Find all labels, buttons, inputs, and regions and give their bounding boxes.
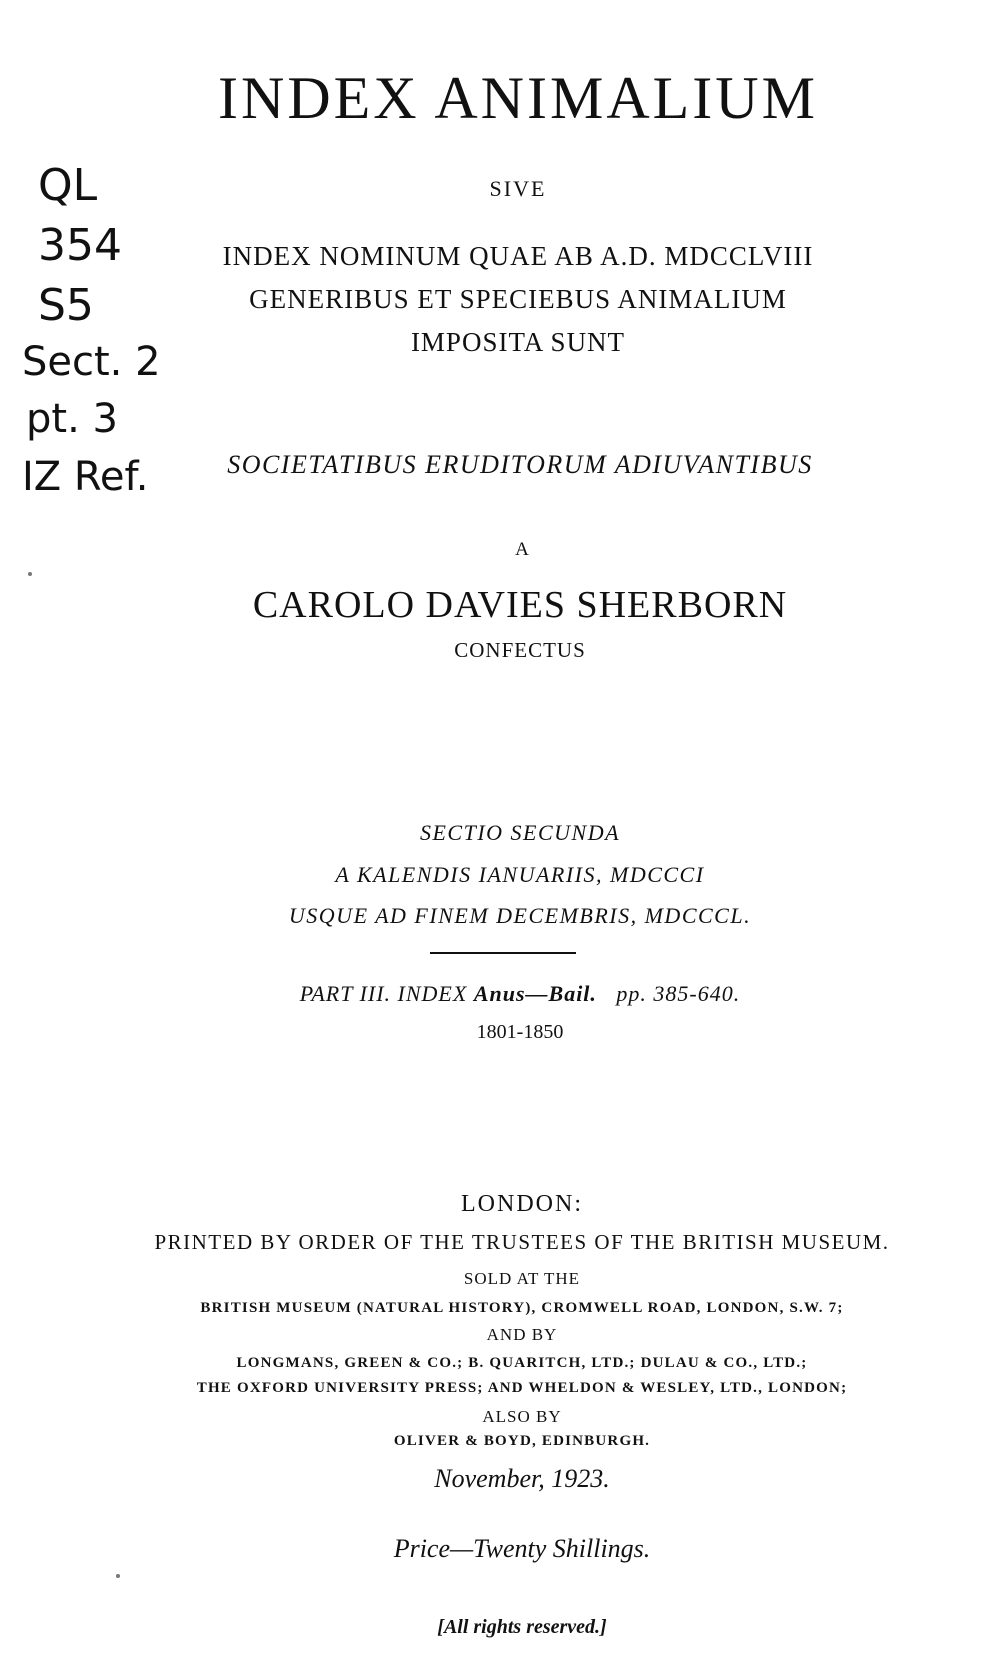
subtitle-line-3: IMPOSITA SUNT <box>410 327 626 357</box>
subtitle-line-2: GENERIBUS ET SPECIEBUS ANIMALIUM <box>249 284 787 314</box>
sectio-line-3: USQUE AD FINEM DECEMBRIS, MDCCCL. <box>288 903 752 928</box>
imprint-city: LONDON: <box>461 1191 583 1217</box>
imprint-sellers-3: OLIVER & BOYD, EDINBURGH. <box>393 1433 651 1449</box>
imprint-also-by: ALSO BY <box>482 1407 562 1426</box>
call-number-line-5: pt. 3 <box>26 396 118 442</box>
confectus-label: CONFECTUS <box>454 638 586 662</box>
subtitle-line-1: INDEX NOMINUM QUAE AB A.D. MDCCLVIII <box>222 241 814 271</box>
call-number-line-2: 354 <box>38 220 122 271</box>
societatibus-line: SOCIETATIBUS ERUDITORUM ADIUVANTIBUS <box>227 450 813 479</box>
sectio-line-1: SECTIO SECUNDA <box>419 820 621 845</box>
price-line: Price—Twenty Shillings. <box>393 1534 651 1563</box>
part-pages: pp. 385-640. <box>616 981 741 1006</box>
imprint-and-by: AND BY <box>486 1325 558 1344</box>
rights-notice: [All rights reserved.] <box>437 1616 607 1638</box>
imprint-sellers-1: LONGMANS, GREEN & CO.; B. QUARITCH, LTD.; DULAU & CO., LTD.; <box>236 1355 808 1371</box>
call-number-line-1: QL <box>38 160 98 211</box>
scan-speck <box>116 1574 120 1578</box>
imprint-sold-at: SOLD AT THE <box>463 1269 581 1288</box>
part-line <box>20 983 1000 1005</box>
part-prefix: PART III. INDEX <box>299 981 474 1006</box>
sectio-line-2: A KALENDIS IANUARIIS, MDCCCI <box>335 862 705 887</box>
imprint-printed-by: PRINTED BY ORDER OF THE TRUSTEES OF THE BRITISH MUSEUM. <box>154 1230 890 1254</box>
book-title: INDEX ANIMALIUM <box>218 65 818 131</box>
years-range: 1801-1850 <box>476 1021 564 1043</box>
call-number-line-6: IZ Ref. <box>22 454 149 500</box>
imprint-museum: BRITISH MUSEUM (NATURAL HISTORY), CROMWELL ROAD, LONDON, S.W. 7; <box>200 1300 844 1316</box>
call-number-line-3: S5 <box>38 280 94 331</box>
scan-speck <box>28 572 32 576</box>
call-number-line-4: Sect. 2 <box>22 339 161 385</box>
sive-label: SIVE <box>489 176 547 201</box>
author-name: CAROLO DAVIES SHERBORN <box>252 584 788 626</box>
publication-date: November, 1923. <box>434 1464 610 1493</box>
part-range: Anus—Bail. <box>473 981 597 1006</box>
a-label: A <box>515 539 529 560</box>
imprint-sellers-2: THE OXFORD UNIVERSITY PRESS; AND WHELDON & WESLEY, LTD., LONDON; <box>196 1380 848 1396</box>
divider-rule <box>430 952 576 954</box>
